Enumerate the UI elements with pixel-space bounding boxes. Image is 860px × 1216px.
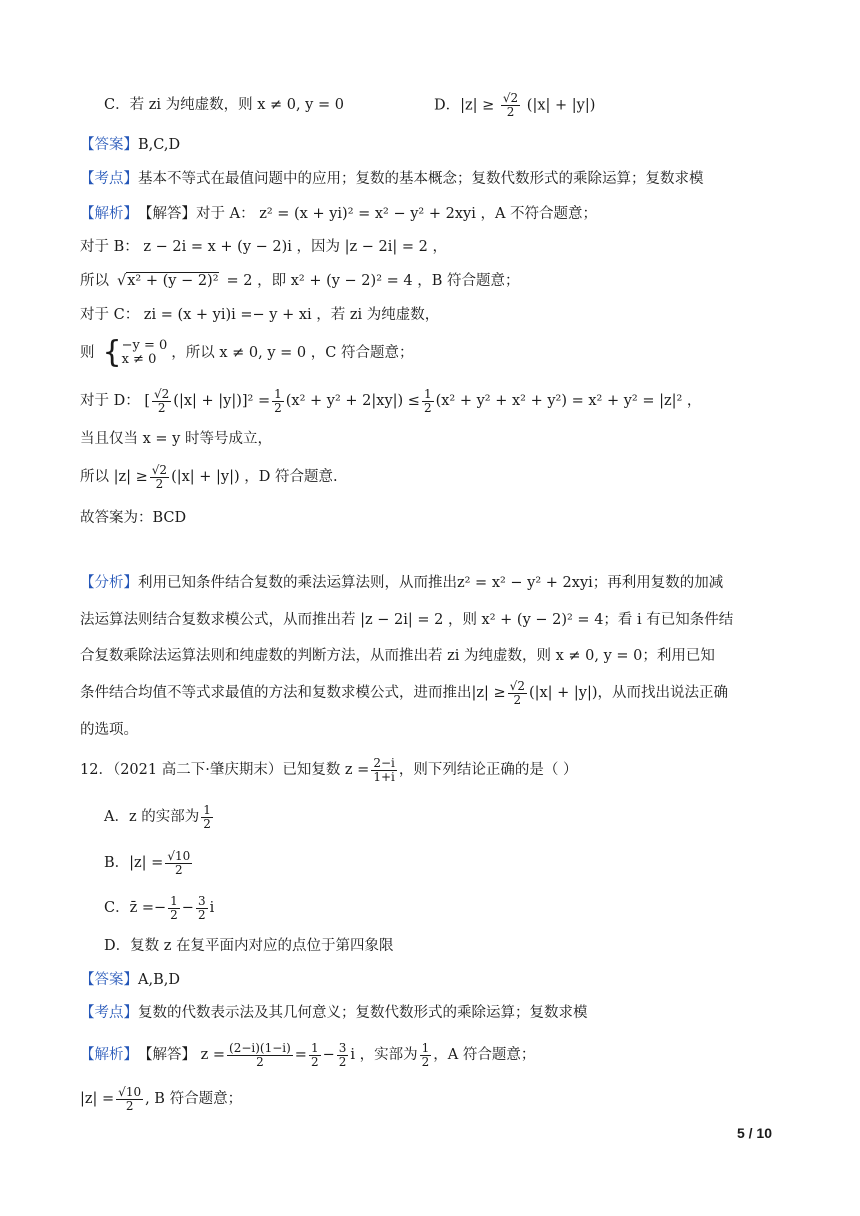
q11-line-b1: 对于 B： z − 2i = x + (y − 2)i ，因为 |z − 2i| = 2 ， [80,239,447,255]
q11-line-d1: 对于 D： [ $\frac{√2}{2}$ (|x| + |y|)]² = $\frac{1}{2}$ (x² + y² + 2|xy|) ≤ $\frac{1}{2}$ (x² + y² + x² + y²) = x² + y² = |z|² ， [80,386,702,415]
q12-option-d: D．复数 z 在复平面内对应的点位于第四象限 [104,938,394,954]
kaodian-tag: 【考点】 [80,171,138,187]
q11-option-d: D．|z| ≥ $\frac{√2}{2}$ (|x| + |y|) [433,90,596,119]
q12-kaodian: 复数的代数表示法及其几何意义；复数代数形式的乘除运算；复数求模 [138,1005,588,1021]
answer-tag: 【答案】 [80,972,138,988]
q12-option-b: B．|z| = $\frac{√10}{2}$ [104,848,191,877]
q11-kaodian: 基本不等式在最值问题中的应用；复数的基本概念；复数代数形式的乘除运算；复数求模 [138,171,704,187]
q12-jiexi-row: 【解析】 【解答】 z = $\frac{(2-i)(1-i)}{2}$ = $\frac{1}{2}$ − $\frac{3}{2}$ i ，实部为 $\frac{1}{2}$ ，A 符合题意； [80,1040,536,1069]
sqrt-expression: √x² + (y − 2)² [117,273,219,289]
q12-option-c: C．z̄ =− $\frac{1}{2}$ − $\frac{3}{2}$ i [104,893,215,922]
q11-line-d2: 当且仅当 x = y 时等号成立， [80,431,272,447]
q11-option-c-row [104,90,596,119]
q11-line-a: 【解答】对于 A： z² = (x + yi)² = x² − y² + 2xyi ，A 不符合题意； [138,206,598,222]
kaodian-tag: 【考点】 [80,1005,138,1021]
q11-final-answer: 故答案为：BCD [80,510,187,526]
q11-line-d3: 所以 |z| ≥ $\frac{√2}{2}$ (|x| + |y|) ，D 符合题意. [80,462,338,491]
q11-line-b2: 所以 √x² + (y − 2)² = 2 ，即 x² + (y − 2)² = 4 ，B 符合题意； [80,273,520,289]
equation-system: { −y = 0 x ≠ 0 [102,335,168,370]
q11-fenxi-2: 法运算法则结合复数求模公式，从而推出若 |z − 2i| = 2 ，则 x² + (y − 2)² = 4；看 i 有已知条件结 [80,612,734,628]
jiexi-tag: 【解析】 [80,1047,138,1063]
page-number: 5 / 10 [736,1125,772,1141]
q11-answer-row [80,134,180,156]
q11-line-c2: 则 { −y = 0 x ≠ 0 ，所以 x ≠ 0, y = 0 ，C 符合题意； [80,335,414,370]
fenxi-tag: 【分析】 [80,575,138,591]
q11-line-c1: 对于 C： zi = (x + yi)i =− y + xi ，若 zi 为纯虚数， [80,307,440,323]
answer-tag: 【答案】 [80,137,138,153]
q12-answer: A,B,D [138,972,180,988]
jiexi-tag: 【解析】 [80,206,138,222]
q11-fenxi-1: 【分析】 利用已知条件结合复数的乘法运算法则，从而推出z² = x² − y² + 2xyi；再利用复数的加减 [80,575,724,591]
q11-kaodian-row [80,168,704,190]
q11-fenxi-3: 合复数乘除法运算法则和纯虚数的判断方法，从而推出若 zi 为纯虚数，则 x ≠ 0, y = 0；利用已知 [80,648,715,664]
q11-option-c: C．若 zi 为纯虚数，则 x ≠ 0, y = 0 [104,97,344,113]
q12-stem: 12．（2021 高二下·肇庆期末）已知复数 z = $\frac{2-i}{1+i}$ ，则下列结论正确的是（ ） [80,755,578,784]
q12-kaodian-row [80,1002,588,1024]
q12-option-a: A．z 的实部为 $\frac{1}{2}$ [104,802,211,831]
q11-fenxi-4: 条件结合均值不等式求最值的方法和复数求模公式，进而推出|z| ≥ $\frac{√2}{2}$ (|x| + |y|)，从而找出说法正确 [80,678,729,707]
q12-answer-row [80,969,180,991]
q11-answer: B,C,D [138,137,181,153]
q11-fenxi-5: 的选项。 [80,722,138,738]
q11-jiexi-row-a [80,203,597,225]
q12-jiexi-row-2: |z| = $\frac{√10}{2}$ , B 符合题意； [80,1084,243,1113]
fraction-sqrt2-over-2: $\frac{√2}{2}$ [502,90,519,119]
